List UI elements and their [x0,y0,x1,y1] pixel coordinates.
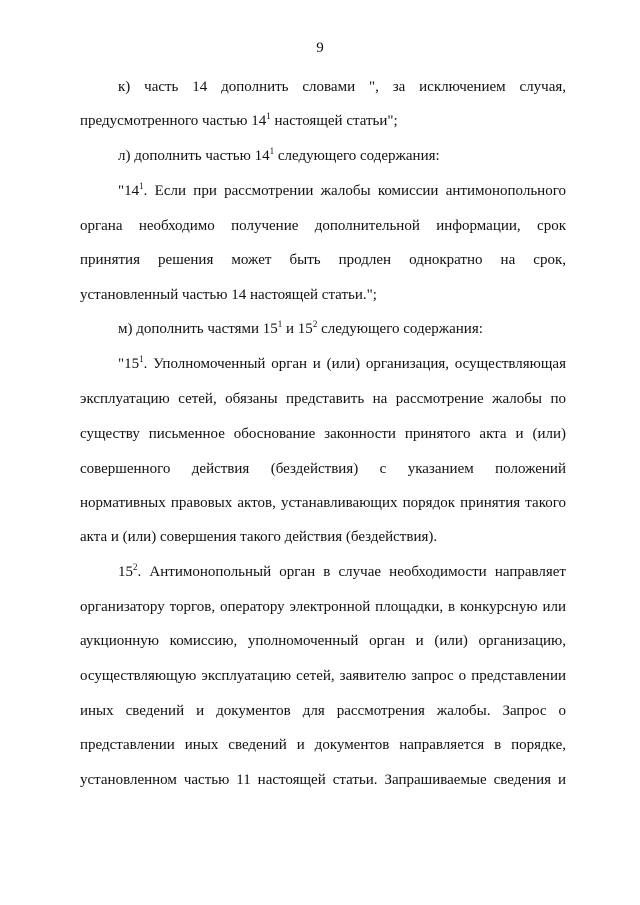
text-line: совершенного действия (бездействия) с указанием положений [80,461,566,477]
text-line: эксплуатацию сетей, обязаны представить на рассмотрение жалобы по [80,391,566,407]
text-line: "$15^1$. Уполномоченный орган и (или) организация, осуществляющая [118,354,566,372]
text-line: организатору торгов, оператору электронной площадки, в конкурсную или [80,599,566,615]
text-line: акта и (или) совершения такого действия (бездействия). [80,529,438,545]
text-line: аукционную комиссию, уполномоченный орган и (или) организацию, [80,633,566,649]
text-line: осуществляющую эксплуатацию сетей, заявителю запрос о представлении [80,668,566,684]
text-line: органа необходимо получение дополнительной информации, срок [80,218,566,234]
text-line: представлении иных сведений и документов направляется в порядке, [80,737,566,753]
text-line: существу письменное обоснование законности принятого акта и (или) [80,426,566,442]
text-line: $15^2$. Антимонопольный орган в случае необходимости направляет [118,562,566,580]
text-line: нормативных правовых актов, устанавливающих порядок принятия такого [80,495,566,511]
text-line: м) дополнить частями $15^1$ и $15^2$ следующего содержания: [118,319,483,337]
page-number: 9 [316,40,324,56]
text-line: установленный частью 14 настоящей статьи."; [80,287,377,303]
text-line: принятия решения может быть продлен однократно на срок, [80,252,566,268]
text-line: к) часть 14 дополнить словами ", за исключением случая, [118,79,566,95]
text-line: установленном частью 11 настоящей статьи. Запрашиваемые сведения и [80,772,566,788]
text-line: предусмотренного частью $14^1$ настоящей статьи"; [80,111,398,129]
text-line: иных сведений и документов для рассмотрения жалобы. Запрос о [80,703,566,719]
text-line: "$14^1$. Если при рассмотрении жалобы комиссии антимонопольного [118,181,566,199]
text-line: л) дополнить частью $14^1$ следующего содержания: [118,146,440,164]
